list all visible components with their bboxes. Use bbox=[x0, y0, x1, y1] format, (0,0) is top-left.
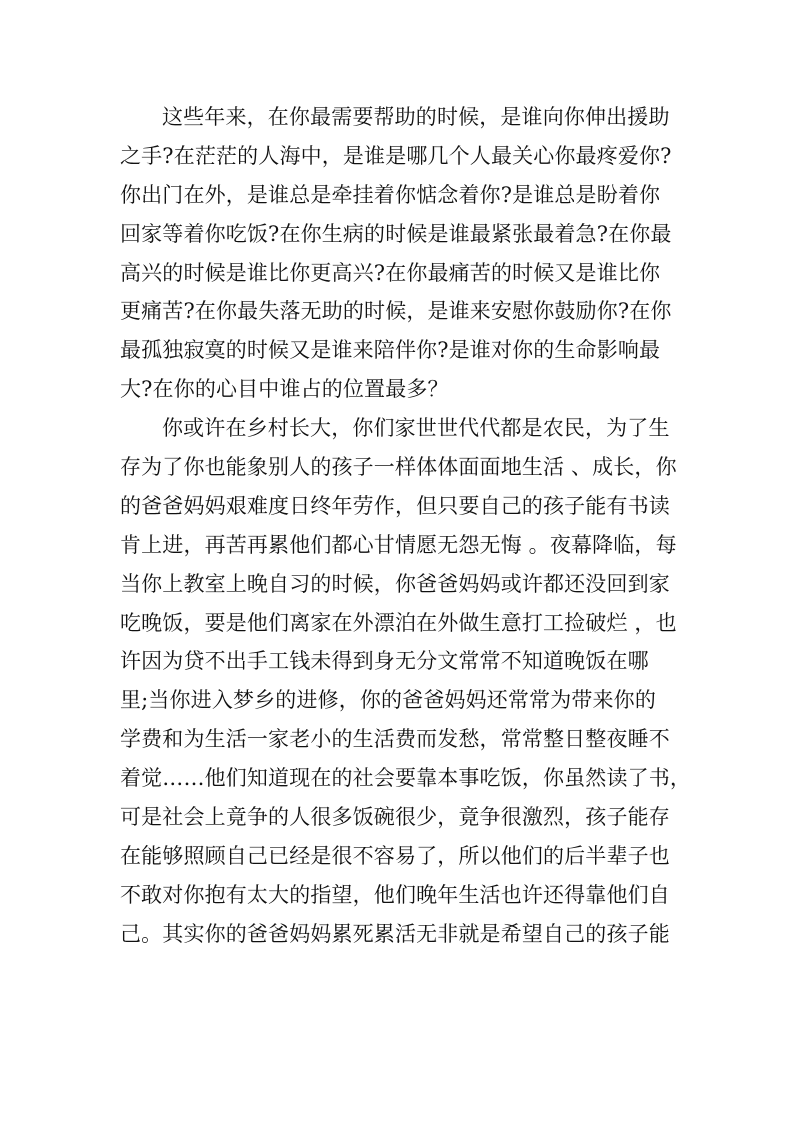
paragraph-1-line-4: 回家等着你吃饭?在你生病的时候是谁最紧张最着急?在你最 bbox=[120, 221, 672, 246]
paragraph-2-line-2: 存为了你也能象别人的孩子一样体体面面地生活 、成长，你 bbox=[120, 455, 677, 480]
paragraph-2-line-4: 肯上进，再苦再累他们都心甘情愿无怨无悔 。夜幕降临，每 bbox=[120, 532, 677, 557]
paragraph-2-line-1: 你或许在乡村长大，你们家世世代代都是农民，为了生 bbox=[162, 416, 670, 441]
paragraph-2-line-11: 可是社会上竟争的人很多饭碗很少，竟争很激烈，孩子能存 bbox=[120, 805, 670, 830]
paragraph-1-line-7: 最孤独寂寞的时候又是谁来陪伴你?是谁对你的生命影响最 bbox=[120, 338, 661, 363]
paragraph-2-line-3: 的爸爸妈妈艰难度日终年劳作，但只要自己的孩子能有书读 bbox=[120, 493, 670, 518]
paragraph-2-line-10: 着觉……他们知道现在的社会要靠本事吃饭，你虽然读了书， bbox=[120, 766, 692, 791]
paragraph-2-line-13: 不敢对你抱有太大的指望，他们晚年生活也许还得靠他们自 bbox=[120, 882, 670, 907]
paragraph-1-line-5: 高兴的时候是谁比你更高兴?在你最痛苦的时候又是谁比你 bbox=[120, 260, 661, 285]
paragraph-2-line-9: 学费和为生活一家老小的生活费而发愁，常常整日整夜睡不 bbox=[120, 727, 670, 752]
paragraph-2-line-8: 里;当你进入梦乡的进修，你的爸爸妈妈还常常为带来你的 bbox=[120, 688, 656, 713]
document-body bbox=[120, 98, 692, 954]
paragraph-1-line-6: 更痛苦?在你最失落无助的时候，是谁来安慰你鼓励你?在你 bbox=[120, 299, 672, 324]
paragraph-1-line-3: 你出门在外，是谁总是牵挂着你惦念着你?是谁总是盼着你 bbox=[120, 182, 661, 207]
paragraph-2-line-5: 当你上教室上晚自习的时候，你爸爸妈妈或许都还没回到家 bbox=[120, 571, 670, 596]
paragraph-2-line-14: 己。其实你的爸爸妈妈累死累活无非就是希望自己的孩子能 bbox=[120, 921, 670, 946]
paragraph-2-line-6: 吃晚饭，要是他们离家在外漂泊在外做生意打工捡破烂 ，也 bbox=[120, 610, 677, 635]
paragraph-2-line-7: 许因为贷不出手工钱未得到身无分文常常不知道晚饭在哪 bbox=[120, 649, 649, 674]
paragraph-1-line-1: 这些年来，在你最需要帮助的时候，是谁向你伸出援助 bbox=[162, 105, 670, 129]
paragraph-1-line-2: 之手?在茫茫的人海中，是谁是哪几个人最关心你最疼爱你? bbox=[120, 143, 672, 168]
paragraph-2-line-12: 在能够照顾自己已经是很不容易了，所以他们的后半辈子也 bbox=[120, 843, 670, 868]
paragraph-1-line-8: 大?在你的心目中谁占的位置最多？ bbox=[120, 377, 449, 402]
